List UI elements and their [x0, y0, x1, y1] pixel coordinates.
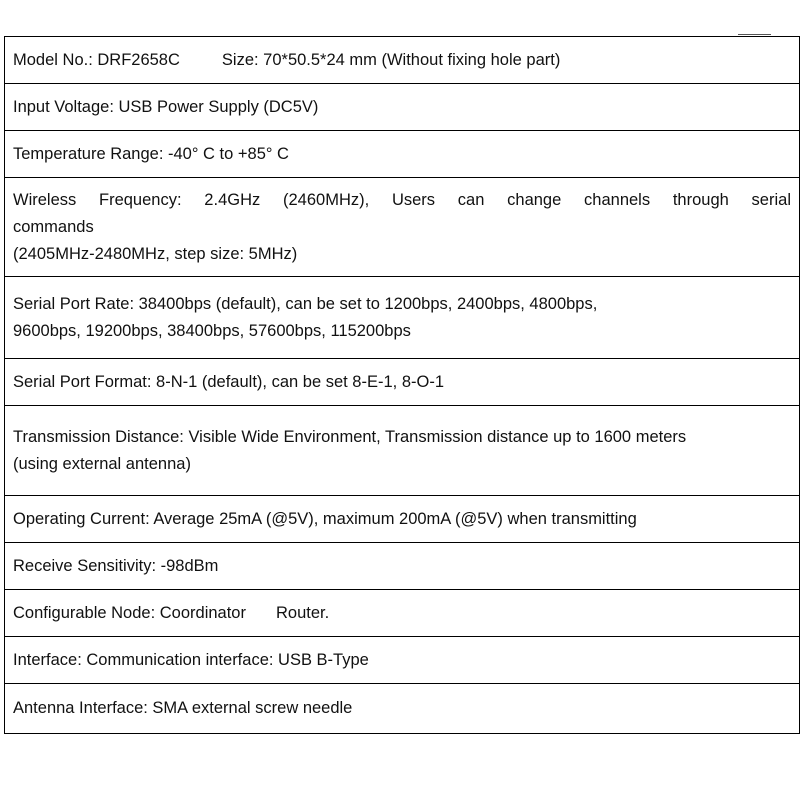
model-size-cell — [5, 37, 800, 84]
wireless-frequency-cell — [5, 178, 800, 277]
wireless-frequency-line-1: Wireless Frequency: 2.4GHz (2460MHz), Users can change channels through serial — [13, 190, 791, 209]
serial-port-rate-line-2: 9600bps, 19200bps, 38400bps, 57600bps, 115200bps — [13, 321, 411, 340]
serial-port-format-cell: Serial Port Format: 8-N-1 (default), can be set 8-E-1, 8-O-1 — [5, 359, 800, 406]
model-number: Model No.: DRF2658C — [13, 50, 180, 69]
serial-port-rate-cell — [5, 277, 800, 359]
transmission-distance-line-2: (using external antenna) — [13, 454, 191, 473]
table-row — [5, 406, 800, 496]
temperature-range-cell: Temperature Range: -40° C to +85° C — [5, 131, 800, 178]
corner-line — [738, 34, 771, 35]
table-row — [5, 637, 800, 684]
spec-table — [4, 36, 800, 734]
transmission-distance-line-1: Transmission Distance: Visible Wide Environment, Transmission distance up to 1600 meters — [13, 427, 687, 446]
receive-sensitivity-cell: Receive Sensitivity: -98dBm — [5, 543, 800, 590]
table-row — [5, 543, 800, 590]
operating-current-cell: Operating Current: Average 25mA (@5V), maximum 200mA (@5V) when transmitting — [5, 496, 800, 543]
table-row — [5, 131, 800, 178]
serial-port-rate-line-1: Serial Port Rate: 38400bps (default), can be set to 1200bps, 2400bps, 4800bps, — [13, 294, 598, 313]
wireless-frequency-line-2: commands — [13, 217, 94, 236]
size-spec: Size: 70*50.5*24 mm (Without fixing hole part) — [221, 50, 561, 69]
table-row — [5, 590, 800, 637]
antenna-interface-cell: Antenna Interface: SMA external screw needle — [5, 684, 800, 734]
transmission-distance-cell — [5, 406, 800, 496]
table-row — [5, 684, 800, 734]
wireless-frequency-line-3: (2405MHz-2480MHz, step size: 5MHz) — [13, 244, 298, 263]
configurable-node-cell — [5, 590, 800, 637]
table-row — [5, 37, 800, 84]
table-row — [5, 84, 800, 131]
table-row — [5, 359, 800, 406]
table-row — [5, 496, 800, 543]
interface-cell: Interface: Communication interface: USB B-Type — [5, 637, 800, 684]
router-label: Router. — [275, 603, 330, 622]
table-row — [5, 277, 800, 359]
input-voltage-cell: Input Voltage: USB Power Supply (DC5V) — [5, 84, 800, 131]
table-row — [5, 178, 800, 277]
configurable-node-label: Configurable Node: Coordinator — [13, 603, 246, 622]
